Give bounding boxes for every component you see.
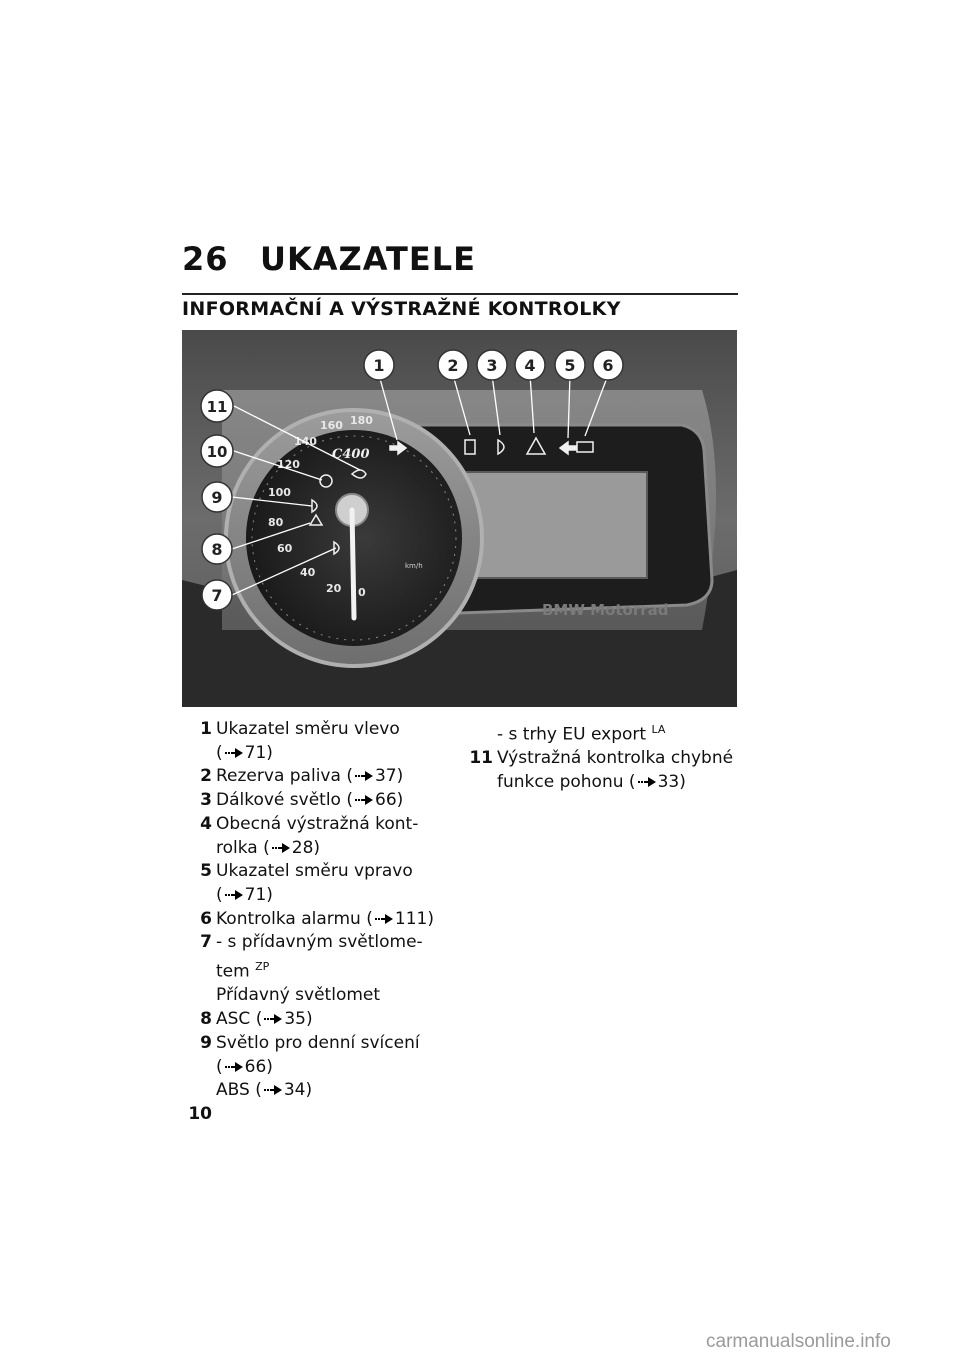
callout-label: 10 xyxy=(206,443,228,461)
tick-label: 160 xyxy=(320,419,343,432)
item-number: 7 xyxy=(200,932,212,953)
item-text: Výstražná kontrolka chybné xyxy=(497,748,734,769)
tick-label: 140 xyxy=(294,435,317,448)
page-reference[interactable]: ( 34) xyxy=(255,1080,313,1101)
speed-needle xyxy=(352,510,354,618)
brand-text: BMW Motorrad xyxy=(542,601,669,619)
page-number: 26 xyxy=(182,240,229,278)
tick-label: 40 xyxy=(300,566,316,579)
callout-label: 1 xyxy=(373,356,385,375)
item-number: 11 xyxy=(469,748,493,769)
instrument-cluster-photo xyxy=(182,330,737,707)
page-reference[interactable]: ( 35) xyxy=(255,1009,313,1030)
speed-unit: km/h xyxy=(405,562,423,570)
tick-label: 20 xyxy=(326,582,342,595)
callout-label: 2 xyxy=(447,356,459,375)
item-text: Světlo pro denní svícení xyxy=(216,1032,420,1053)
callout-label: 11 xyxy=(206,398,228,416)
legend-item-10 xyxy=(182,1103,452,1127)
legend-item-9 xyxy=(182,1032,452,1103)
tick-label: 180 xyxy=(350,414,373,427)
item-text: - s trhy EU export xyxy=(497,724,647,745)
equipment-code: ZP xyxy=(255,960,270,974)
page-reference[interactable]: ( 111) xyxy=(366,908,434,929)
legend-item-8 xyxy=(182,1008,452,1032)
item-text: Rezerva paliva xyxy=(216,766,341,787)
page-ref-arrow-icon xyxy=(355,795,373,805)
item-number: 4 xyxy=(200,813,212,834)
item-text: ABS xyxy=(216,1080,250,1101)
reference-page: 28 xyxy=(291,837,314,858)
callout-6 xyxy=(593,350,623,380)
page-reference[interactable]: ( 71) xyxy=(216,742,273,763)
chapter-heading xyxy=(182,240,476,278)
legend-item-11 xyxy=(463,747,743,794)
callout-label: 7 xyxy=(211,586,223,605)
page-ref-arrow-icon xyxy=(225,890,243,900)
legend-item-5 xyxy=(182,860,452,907)
item-number: 5 xyxy=(200,861,212,882)
tick-label: 80 xyxy=(268,516,284,529)
page-ref-arrow-icon xyxy=(375,914,393,924)
page-ref-arrow-icon xyxy=(638,777,656,787)
callout-8 xyxy=(202,534,232,564)
callout-5 xyxy=(555,350,585,380)
item-number: 6 xyxy=(200,908,212,929)
item-text: Ukazatel směru vpravo xyxy=(216,861,413,882)
tick-label: 60 xyxy=(277,542,293,555)
item-text: Dálkové světlo xyxy=(216,790,341,811)
legend-item-4 xyxy=(182,813,452,860)
legend-item-7 xyxy=(182,931,452,984)
callout-1 xyxy=(364,350,394,380)
callout-10 xyxy=(201,435,233,467)
item-text: ASC xyxy=(216,1009,251,1030)
legend-item-7-extra xyxy=(182,984,452,1008)
item-number: 10 xyxy=(188,1103,212,1124)
chapter-title: UKAZATELE xyxy=(260,240,476,278)
market-code: LA xyxy=(651,723,666,736)
callout-label: 6 xyxy=(602,356,614,375)
callout-label: 8 xyxy=(211,540,223,559)
legend-item-2 xyxy=(182,765,452,789)
item-text: rolka xyxy=(216,837,258,858)
item-number: 1 xyxy=(200,719,212,739)
callout-4 xyxy=(515,350,545,380)
callout-label: 5 xyxy=(564,356,576,375)
legend-item-6 xyxy=(182,908,452,932)
legend-item-1 xyxy=(182,718,452,765)
page-ref-arrow-icon xyxy=(225,748,243,758)
tick-label: 0 xyxy=(358,586,366,599)
item-number: 2 xyxy=(200,766,212,787)
callout-7 xyxy=(202,580,232,610)
reference-page: 34 xyxy=(283,1080,306,1101)
item-number: 9 xyxy=(200,1032,212,1053)
page-reference[interactable]: ( 28) xyxy=(263,837,321,858)
reference-page: 71 xyxy=(244,742,267,763)
reference-page: 66 xyxy=(375,790,397,811)
tick-label: 120 xyxy=(277,458,300,471)
callout-9 xyxy=(202,482,232,512)
reference-page: 33 xyxy=(657,772,680,793)
tick-label: 100 xyxy=(268,486,291,499)
page-reference[interactable]: ( 33) xyxy=(628,772,686,793)
item-text: Obecná výstražná kont- xyxy=(216,813,419,834)
page-ref-arrow-icon xyxy=(355,771,373,781)
model-logo: C400 xyxy=(332,447,370,462)
page-reference[interactable]: ( 66) xyxy=(346,790,404,811)
legend-right-column xyxy=(463,718,743,795)
item-text: - s přídavným světlome- xyxy=(216,932,423,953)
reference-page: 35 xyxy=(284,1009,306,1030)
reference-page: 71 xyxy=(244,884,267,905)
callout-3 xyxy=(477,350,507,380)
reference-page: 111 xyxy=(394,908,428,929)
page-reference[interactable]: ( 66) xyxy=(216,1056,273,1077)
callout-2 xyxy=(438,350,468,380)
section-title: INFORMAČNÍ A VÝSTRAŽNÉ KONTROLKY xyxy=(182,298,621,320)
item-text: Ukazatel směru vlevo xyxy=(216,719,400,739)
callout-11 xyxy=(201,390,233,422)
callout-label: 3 xyxy=(486,356,498,375)
instrument-cluster-illustration xyxy=(182,330,737,707)
callout-label: 9 xyxy=(211,488,223,507)
legend-item-3 xyxy=(182,789,452,813)
page-ref-arrow-icon xyxy=(225,1062,243,1072)
heading-divider xyxy=(182,293,738,295)
item-text: tem xyxy=(216,961,250,982)
page-reference[interactable]: ( 37) xyxy=(346,766,404,787)
item-number: 3 xyxy=(200,790,212,811)
page-ref-arrow-icon xyxy=(264,1085,282,1095)
site-watermark[interactable]: carmanualsonline.info xyxy=(706,1331,891,1352)
item-text: Přídavný světlomet xyxy=(216,985,381,1006)
page-reference[interactable]: ( 71) xyxy=(216,884,273,905)
item-text: Kontrolka alarmu xyxy=(216,908,361,929)
callout-label: 4 xyxy=(524,356,536,375)
legend-left-column xyxy=(182,718,452,1127)
legend-item-10-text xyxy=(463,718,743,747)
item-text: funkce pohonu xyxy=(497,772,624,793)
reference-page: 37 xyxy=(374,766,397,787)
page-ref-arrow-icon xyxy=(264,1014,282,1024)
page-ref-arrow-icon xyxy=(272,843,290,853)
item-number: 8 xyxy=(200,1009,212,1030)
reference-page: 66 xyxy=(244,1056,267,1077)
